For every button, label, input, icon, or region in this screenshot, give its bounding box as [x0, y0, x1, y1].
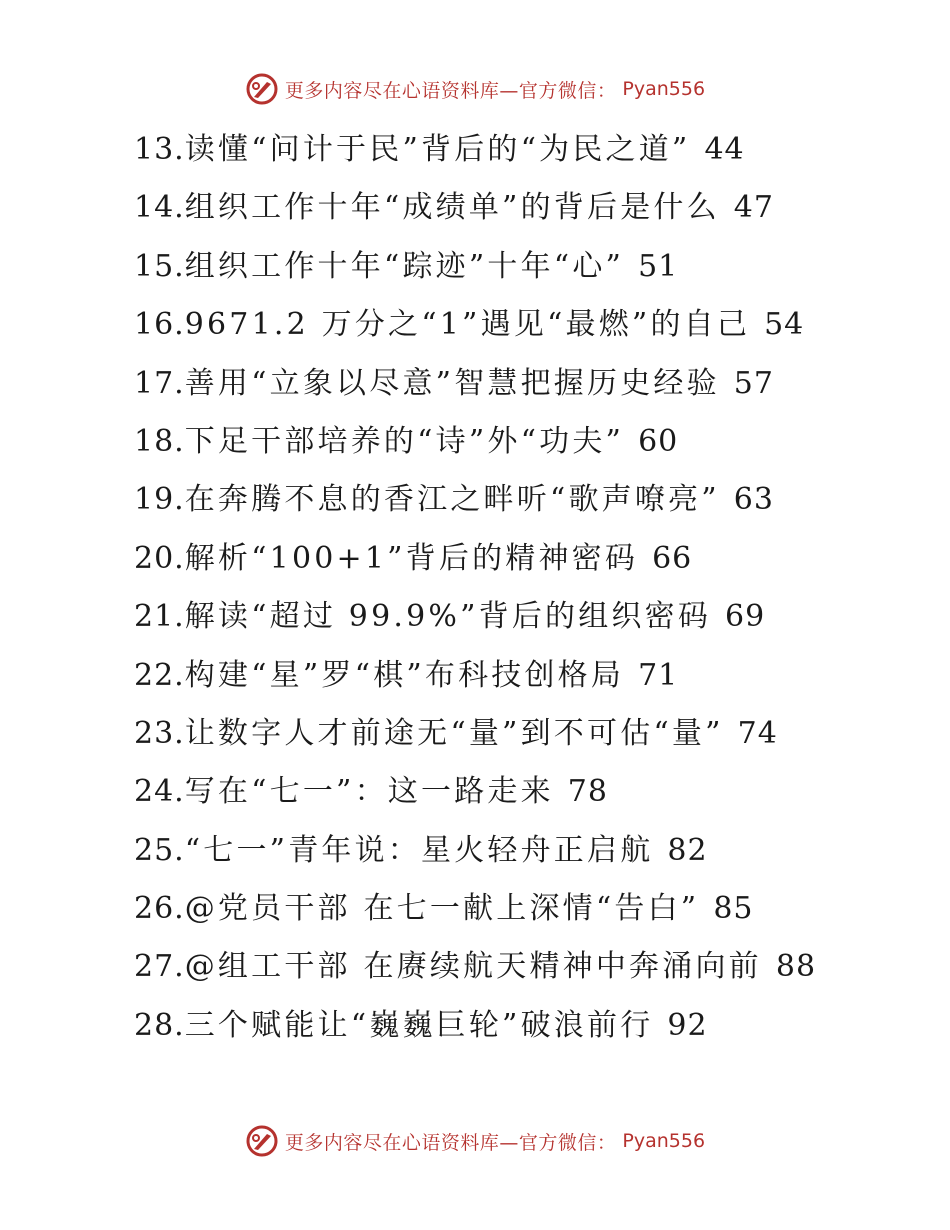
toc-entry-page-number: 57 [733, 365, 774, 401]
toc-entry [134, 822, 934, 880]
toc-entry [134, 355, 934, 413]
toc-entry [134, 880, 934, 938]
toc-entry-title: 9671.2 万分之“1”遇见“最燃”的自己 [184, 307, 751, 343]
footer-watermark [0, 1124, 950, 1158]
toc-entry [134, 938, 934, 996]
toc-entry-number: 25. [134, 832, 185, 868]
toc-entry [134, 121, 934, 179]
toc-entry-page-number: 63 [733, 482, 774, 518]
toc-entry-number: 22. [134, 657, 185, 693]
toc-entry [134, 179, 934, 237]
toc-entry-page-number: 47 [733, 190, 774, 226]
toc-entry-page-number: 88 [775, 949, 817, 985]
toc-entry-number: 19. [134, 482, 185, 518]
toc-entry-page-number: 54 [764, 307, 805, 343]
toc-entry [134, 530, 934, 588]
toc-entry-page-number: 69 [725, 599, 766, 635]
toc-entry [134, 413, 934, 471]
toc-entry [134, 238, 934, 296]
quill-pen-circle-icon [245, 72, 279, 106]
toc-entry-page-number: 71 [638, 657, 679, 693]
toc-entry [134, 705, 934, 763]
toc-entry [134, 296, 934, 354]
toc-entry-number: 14. [134, 190, 185, 226]
toc-entry-title: 善用“立象以尽意”智慧把握历史经验 [184, 365, 720, 401]
header-watermark [0, 72, 950, 106]
toc-entry [134, 588, 934, 646]
toc-entry-title: 在奔腾不息的香江之畔听“歌声嘹亮” [184, 482, 720, 518]
toc-entry-number: 24. [134, 774, 185, 810]
toc-entry-number: 26. [134, 891, 185, 927]
toc-entry-title: 读懂“问计于民”背后的“为民之道” [184, 132, 691, 167]
toc-entry-page-number: 92 [667, 1007, 708, 1043]
toc-entry-title: 解析“100+1”背后的精神密码 [184, 540, 639, 576]
watermark-text: 更多内容尽在心语资料库—官方微信： [284, 1131, 617, 1154]
toc-entry-title: 三个赋能让“巍巍巨轮”破浪前行 [184, 1007, 654, 1043]
toc-entry-page-number: 60 [638, 423, 679, 459]
table-of-contents [134, 121, 934, 1055]
toc-entry-page-number: 66 [652, 540, 693, 576]
watermark-wechat-id: Pyan556 [622, 1130, 706, 1152]
toc-entry-number: 21. [134, 599, 185, 635]
toc-entry-page-number: 82 [667, 832, 708, 868]
toc-entry-number: 16. [134, 307, 185, 343]
toc-entry-number: 17. [134, 365, 185, 401]
toc-entry-title: “七一”青年说：星火轻舟正启航 [184, 832, 654, 868]
watermark-text: 更多内容尽在心语资料库—官方微信： [284, 79, 617, 102]
watermark-wechat-id: Pyan556 [622, 78, 706, 100]
toc-entry-page-number: 78 [567, 774, 608, 810]
toc-entry-title: 构建“星”罗“棋”布科技创格局 [184, 657, 625, 693]
toc-entry-title: 让数字人才前途无“量”到不可估“量” [184, 715, 724, 751]
toc-entry-number: 13. [134, 132, 185, 167]
toc-entry-number: 27. [134, 949, 185, 985]
toc-entry-title: 组织工作十年“成绩单”的背后是什么 [184, 190, 720, 226]
quill-pen-circle-icon [245, 1124, 279, 1158]
toc-entry-page-number: 51 [638, 248, 679, 284]
toc-entry-title: 下足干部培养的“诗”外“功夫” [184, 423, 625, 459]
toc-entry-title: 组织工作十年“踪迹”十年“心” [184, 248, 625, 284]
toc-entry-title: @组工干部 在赓续航天精神中奔涌向前 [184, 949, 762, 985]
toc-entry-number: 23. [134, 715, 185, 751]
toc-entry-number: 15. [134, 248, 185, 284]
toc-entry-page-number: 44 [704, 132, 745, 167]
toc-entry-title: 写在“七一”：这一路走来 [184, 774, 554, 810]
toc-entry-number: 28. [134, 1007, 185, 1043]
toc-entry-number: 18. [134, 423, 185, 459]
toc-entry-title: @党员干部 在七一献上深情“告白” [184, 891, 700, 927]
toc-entry-page-number: 74 [737, 715, 778, 751]
toc-entry-page-number: 85 [713, 891, 754, 927]
toc-entry [134, 647, 934, 705]
toc-entry [134, 997, 934, 1055]
toc-entry [134, 471, 934, 529]
toc-entry [134, 763, 934, 821]
toc-entry-title: 解读“超过 99.9%”背后的组织密码 [184, 599, 712, 635]
toc-entry-number: 20. [134, 540, 185, 576]
